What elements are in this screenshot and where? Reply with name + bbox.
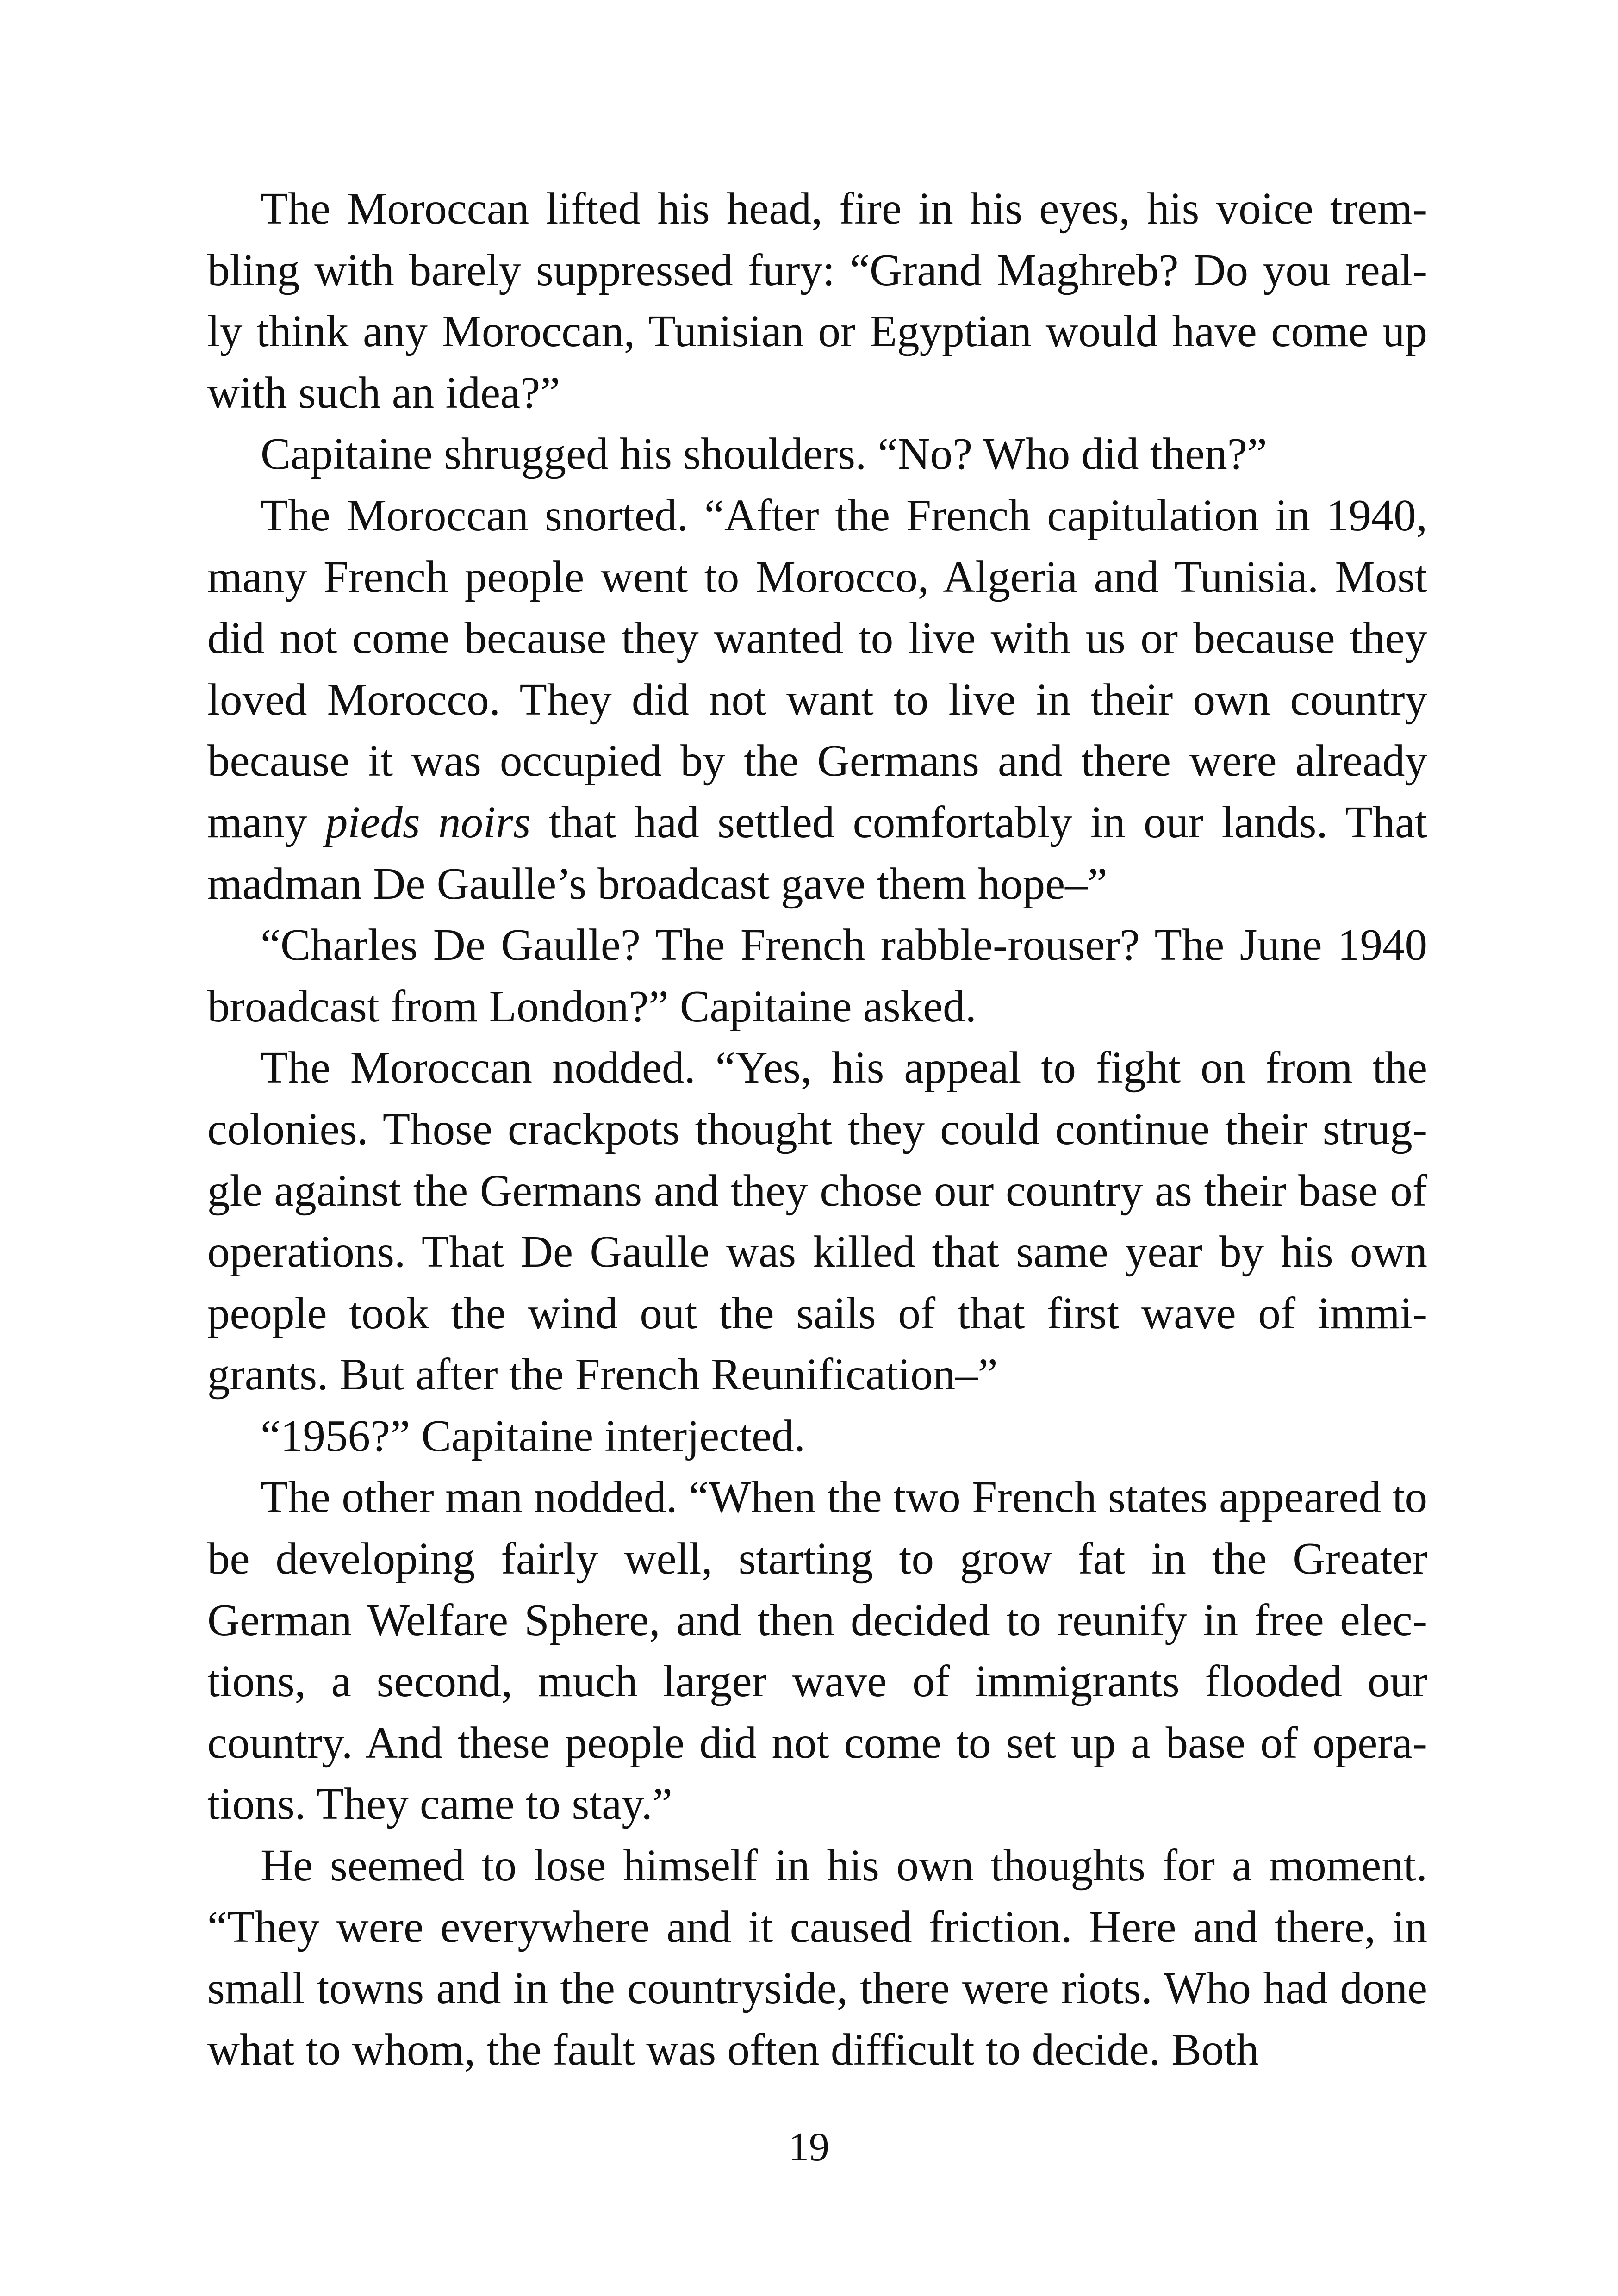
text-line: broadcast from London?” Capitaine asked.: [207, 981, 977, 1031]
text-line: with such an idea?”: [207, 367, 560, 417]
paragraph-8: [207, 1835, 1427, 2080]
text-line: bling with barely suppressed fury: “Grand Maghreb? Do you real-: [207, 245, 1427, 295]
text-line: “Charles De Gaulle? The French rabble-rouser? The June 1940: [261, 920, 1427, 970]
text-line: colonies. Those crackpots thought they could continue their strug-: [207, 1104, 1427, 1154]
text-line: grants. But after the French Reunification–”: [207, 1350, 998, 1400]
paragraph-4: [207, 915, 1427, 1037]
text-line: to be developing fairly well, starting to grow fat in the Greater: [207, 1472, 1428, 1584]
text-line: The other man nodded. “When the two French states appeared: [261, 1472, 1382, 1522]
paragraph-3: [207, 485, 1427, 915]
text-fragment: many: [207, 797, 325, 847]
text-line: The Moroccan nodded. “Yes, his appeal to fight on from the: [261, 1043, 1427, 1093]
text-line: German Welfare Sphere, and then decided to reunify in free elec-: [207, 1595, 1427, 1645]
text-line: gle against the Germans and they chose our country as their base: [207, 1165, 1378, 1215]
text-fragment: that had settled comfortably in our lands. That: [530, 797, 1427, 847]
italic-phrase: pieds noirs: [325, 797, 531, 847]
paragraph-1: [207, 178, 1427, 423]
text-line: “They were everywhere and it caused friction. Here and there, in: [207, 1902, 1427, 1952]
text-line: many French people went to Morocco, Algeria and Tunisia. Most: [207, 552, 1427, 602]
text-line: did not come because they wanted to live with us or because they: [207, 613, 1427, 663]
paragraph-6: [207, 1406, 1427, 1467]
text-line: tions. They came to stay.”: [207, 1779, 672, 1829]
text-line: ly think any Moroccan, Tunisian or Egyptian would have come up: [207, 306, 1427, 356]
text-line: He seemed to lose himself in his own thoughts for a moment.: [261, 1841, 1427, 1891]
text-line: tions, a second, much larger wave of immigrants flooded our: [207, 1656, 1427, 1706]
body-text: [207, 178, 1427, 2080]
text-line: of operations. That De Gaulle was killed that same year by his: [207, 1165, 1428, 1277]
text-line: The Moroccan snorted. “After the French capitulation in 1940,: [261, 490, 1427, 540]
page-number: 19: [789, 2125, 829, 2170]
text-line: Capitaine shrugged his shoulders. “No? Who did then?”: [261, 429, 1267, 479]
paragraph-5: [207, 1037, 1427, 1406]
text-line: loved Morocco. They did not want to live in their own country: [207, 674, 1427, 724]
text-line: madman De Gaulle’s broadcast gave them hope–”: [207, 859, 1108, 908]
text-line: country. And these people did not come to set up a base of opera-: [207, 1717, 1427, 1767]
text-line: done what to whom, the fault was often difficult to decide. Both: [207, 1963, 1427, 2074]
paragraph-2: [207, 423, 1427, 485]
text-line: because it was occupied by the Germans and there were already: [207, 736, 1427, 786]
text-line: own people took the wind out the sails of that first wave of immi-: [207, 1227, 1428, 1338]
text-line: small towns and in the countryside, there were riots. Who had: [207, 1963, 1328, 2013]
paragraph-7: [207, 1467, 1427, 1835]
text-line: The Moroccan lifted his head, fire in his eyes, his voice trem-: [261, 184, 1427, 233]
text-line: “1956?” Capitaine interjected.: [261, 1411, 805, 1461]
